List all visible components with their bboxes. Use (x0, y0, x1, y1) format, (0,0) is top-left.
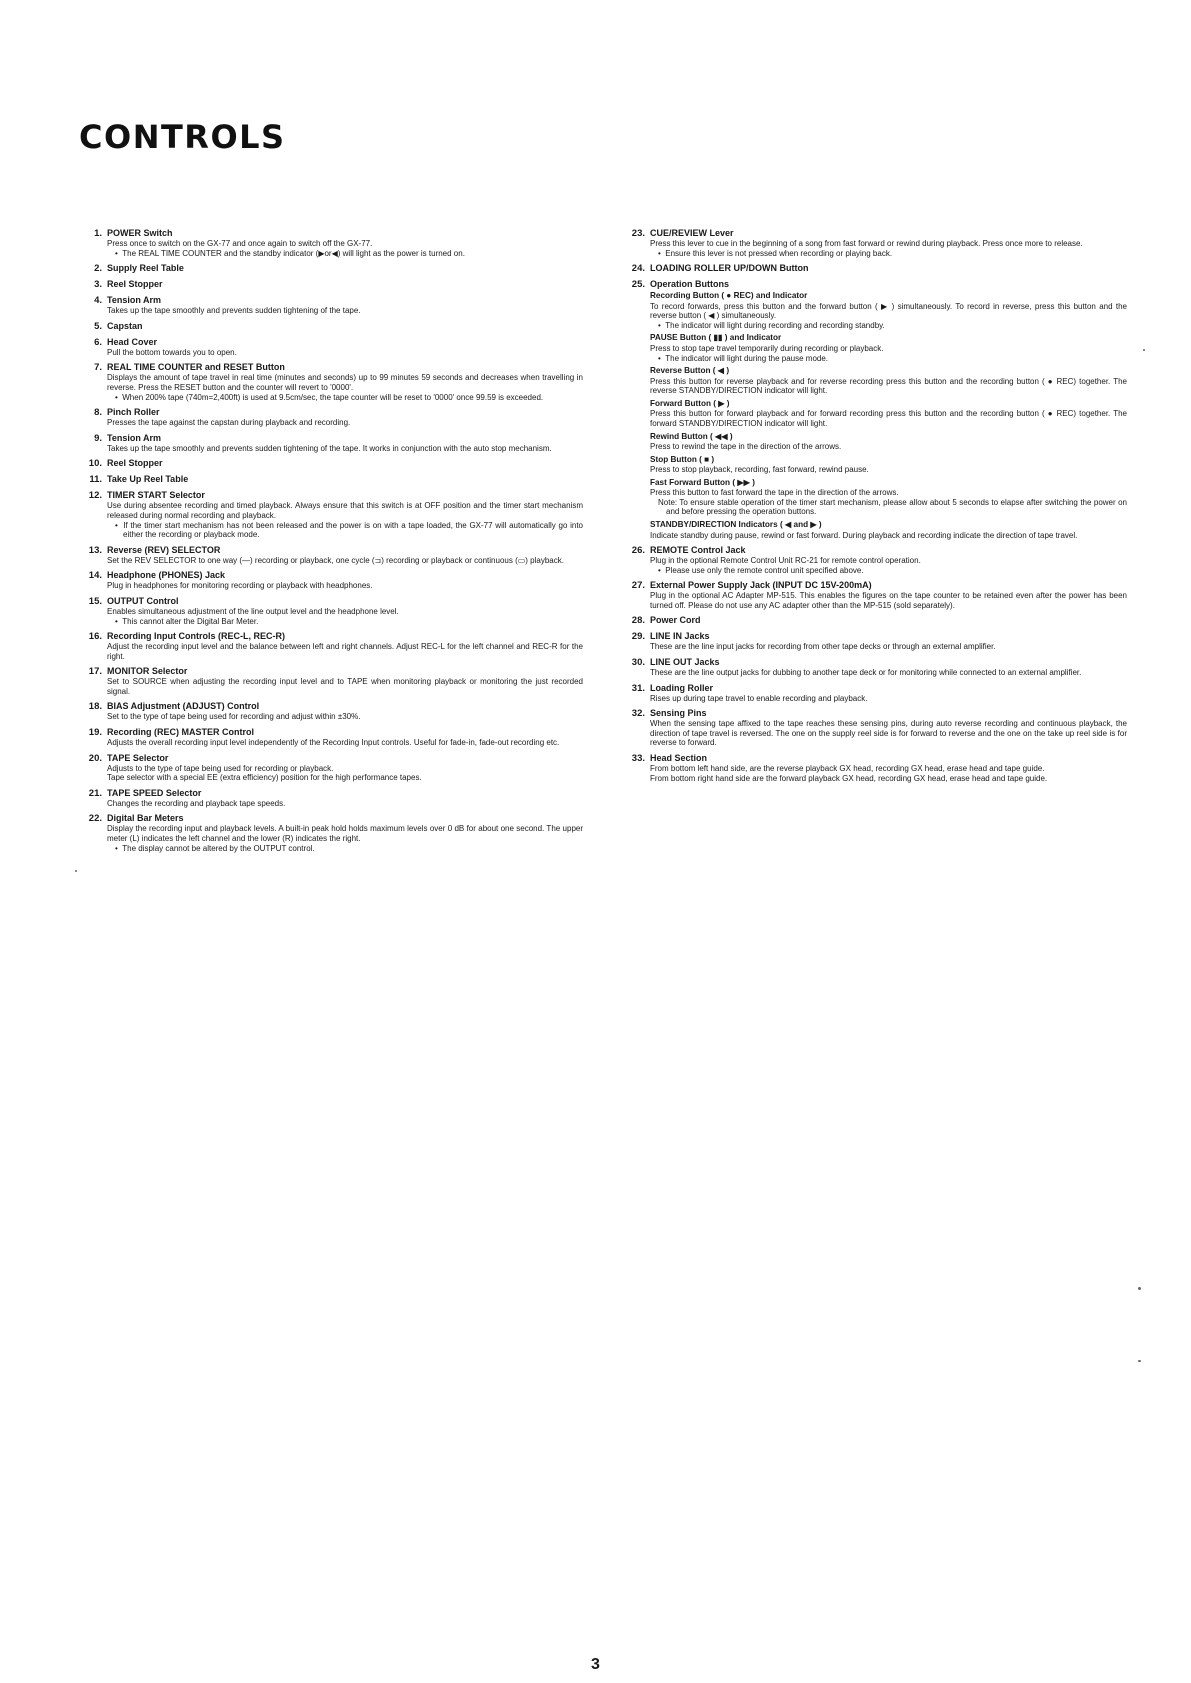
item-description: Adjusts to the type of tape being used for recording or playback. (107, 763, 334, 773)
item-title: LOADING ROLLER UP/DOWN Button (650, 263, 809, 274)
item-description: From bottom left hand side, are the reverse playback GX head, recording GX head, erase head and tape guide. (650, 764, 1045, 774)
control-item (80, 295, 583, 316)
item-description: Set to SOURCE when adjusting the recording input level and to TAPE when monitoring playback or monitoring the just recorded signal. (107, 677, 583, 696)
sub-item-description: Press this button for forward playback and for forward recording press this button and the recording button ( ● REC) together. The forward STANDBY/DIRECTION indicator will light. (650, 409, 1127, 428)
item-number: 20. (88, 752, 102, 764)
item-title: Recording (REC) MASTER Control (107, 727, 254, 738)
sub-item-title: STANDBY/DIRECTION Indicators ( ◀ and ▶ ) (650, 520, 822, 529)
item-description: Tape selector with a special EE (extra efficiency) position for the high performance tapes. (107, 773, 422, 783)
item-description: These are the line input jacks for recording from other tape decks or through an external amplifier. (650, 642, 996, 652)
item-description: These are the line output jacks for dubbing to another tape deck or for monitoring while connected to an external amplifier. (650, 668, 1082, 678)
control-item (623, 263, 1127, 274)
item-number: 32. (631, 708, 645, 720)
sub-item-note: • The indicator will light during the pause mode. (650, 354, 1127, 364)
item-number: 3. (94, 279, 102, 291)
item-note: • When 200% tape (740m=2,400ft) is used at 9.5cm/sec, the tape counter will be reset to '0000' once 99.59 is exceeded. (107, 393, 583, 403)
item-number: 17. (88, 666, 102, 678)
sub-item-description: Indicate standby during pause, rewind or fast forward. During playback and recording indicate the direction of tape travel. (650, 530, 1078, 540)
controls-list-left (80, 228, 583, 858)
scan-speck (75, 870, 77, 872)
item-title: Supply Reel Table (107, 263, 184, 274)
sub-item-description: Press this button to fast forward the tape in the direction of the arrows. (650, 488, 899, 498)
control-item (80, 362, 583, 402)
item-title: Reverse (REV) SELECTOR (107, 544, 221, 555)
item-number: 29. (631, 631, 645, 643)
item-description: Enables simultaneous adjustment of the line output level and the headphone level. (107, 606, 399, 616)
item-title: Headphone (PHONES) Jack (107, 570, 226, 581)
control-item (80, 631, 583, 661)
sub-item-description: Press to rewind the tape in the direction of the arrows. (650, 442, 842, 452)
control-item (80, 596, 583, 626)
item-title: Power Cord (650, 615, 701, 626)
item-title: Sensing Pins (650, 708, 707, 719)
item-number: 12. (88, 490, 102, 502)
control-item (80, 458, 583, 469)
item-title: Take Up Reel Table (107, 474, 189, 485)
item-description: Presses the tape against the capstan during playback and recording. (107, 418, 351, 428)
item-title: LINE IN Jacks (650, 631, 710, 642)
control-item (80, 474, 583, 485)
item-title: TIMER START Selector (107, 490, 205, 501)
item-description: Adjust the recording input level and the balance between left and right channels. Adjust REC-L for the left channel and REC-R for the right. (107, 642, 583, 661)
item-description: Takes up the tape smoothly and prevents sudden tightening of the tape. It works in conjunction with the auto stop mechanism. (107, 443, 552, 453)
item-number: 28. (631, 615, 645, 627)
control-item (623, 708, 1127, 748)
item-number: 8. (94, 407, 102, 419)
control-item (80, 545, 583, 566)
sub-item-title: Forward Button ( ▶ ) (650, 398, 730, 408)
item-description: Adjusts the overall recording input level independently of the Recording Input controls. Useful for fade-in, fade-out recording etc. (107, 738, 560, 748)
control-item (80, 228, 583, 258)
sub-item-description: Press to stop playback, recording, fast forward, rewind pause. (650, 465, 869, 475)
control-item (623, 615, 1127, 626)
controls-list-right (623, 228, 1127, 788)
item-title: Head Section (650, 753, 708, 764)
item-title: OUTPUT Control (107, 595, 179, 606)
item-number: 33. (631, 753, 645, 765)
sub-item-note: • The indicator will light during recording and recording standby. (650, 321, 1127, 331)
sub-item-description: Press this button for reverse playback and for reverse recording press this button and the recording button ( ● REC) together. The reverse STANDBY/DIRECTION indicator will light. (650, 376, 1127, 396)
item-number: 11. (89, 474, 102, 486)
control-item (80, 407, 583, 428)
item-description: Takes up the tape smoothly and prevents sudden tightening of the tape. (107, 306, 361, 316)
item-number: 14. (88, 570, 102, 582)
item-description: From bottom right hand side are the forward playback GX head, recording GX head, erase head and tape guide. (650, 773, 1048, 783)
control-item (623, 631, 1127, 652)
item-note: • This cannot alter the Digital Bar Meter. (107, 617, 583, 627)
item-title: Tension Arm (107, 432, 162, 443)
item-number: 9. (94, 432, 102, 444)
control-item (80, 813, 583, 853)
item-title: TAPE Selector (107, 752, 169, 763)
sub-item-title: Fast Forward Button ( ▶▶ ) (650, 477, 755, 487)
scan-speck (1138, 1287, 1141, 1290)
control-item (80, 337, 583, 358)
sub-item-note: Note: To ensure stable operation of the timer start mechanism, please allow about 5 seconds to elapse after switching the power on and before pressing the operation buttons. (658, 497, 1127, 517)
item-title: Recording Input Controls (REC-L, REC-R) (107, 631, 285, 642)
control-item (623, 545, 1127, 575)
page-number: 3 (591, 1656, 600, 1673)
item-description: Use during absentee recording and timed playback. Always ensure that this switch is at OFF position and the timer start mechanism released during normal recording and playback. (107, 501, 583, 520)
control-item (623, 279, 1127, 540)
control-item (623, 228, 1127, 258)
sub-item-description: Press to stop tape travel temporarily during recording or playback. (650, 343, 884, 353)
item-number: 4. (94, 295, 102, 307)
item-description: Plug in the optional AC Adapter MP-515. This enables the figures on the tape counter to be retained even after the power has been turned off. Please do not use any AC adapter other than the MP-515 (sold separately). (650, 591, 1127, 610)
item-number: 15. (88, 595, 102, 607)
item-number: 22. (88, 813, 102, 825)
scan-speck (1138, 1360, 1141, 1362)
item-number: 24. (631, 263, 645, 275)
item-description: When the sensing tape affixed to the tape reaches these sensing pins, during auto reverse recording and continuous playback, the direction of tape travel is reversed. The one on the supply reel side is for forward to reverse and the one on the take up reel side is for reverse to forward. (650, 719, 1127, 748)
item-number: 10. (88, 458, 102, 470)
item-description: Set to the type of tape being used for recording and adjust within ±30%. (107, 712, 361, 722)
item-description: Changes the recording and playback tape speeds. (107, 798, 286, 808)
item-number: 5. (94, 320, 102, 332)
control-item (80, 279, 583, 290)
item-title: REMOTE Control Jack (650, 545, 746, 556)
item-description: Displays the amount of tape travel in real time (minutes and seconds) up to 99 minutes 59 seconds and decreases when travelling in reverse. Press the RESET button and the counter will revert to '0000'. (107, 373, 583, 392)
item-number: 18. (88, 701, 102, 713)
item-title: POWER Switch (107, 228, 173, 238)
control-item (623, 753, 1127, 783)
item-description: Rises up during tape travel to enable recording and playback. (650, 693, 868, 703)
control-item (80, 753, 583, 783)
item-number: 26. (631, 545, 645, 557)
item-note: • The display cannot be altered by the OUTPUT control. (107, 844, 583, 854)
item-description: Plug in the optional Remote Control Unit RC-21 for remote control operation. (650, 556, 921, 566)
item-title: Tension Arm (107, 295, 162, 306)
sub-item-description: To record forwards, press this button and the forward button ( ▶ ) simultaneously. To record in reverse, press this button and the reverse button ( ◀ ) simultaneously. (650, 301, 1127, 321)
item-number: 21. (88, 787, 102, 799)
item-number: 7. (94, 362, 102, 374)
item-number: 30. (631, 657, 645, 669)
sub-item-title: PAUSE Button ( ▮▮ ) and Indicator (650, 333, 782, 343)
item-title: Loading Roller (650, 682, 713, 693)
item-title: BIAS Adjustment (ADJUST) Control (107, 701, 260, 712)
item-note: • If the timer start mechanism has not been released and the power is on with a tape loaded, the GX-77 will automatically go into either the recording or playback mode. (107, 521, 583, 540)
item-number: 2. (94, 263, 102, 275)
item-title: TAPE SPEED Selector (107, 787, 202, 798)
sub-item-title: Reverse Button ( ◀ ) (650, 366, 730, 376)
item-number: 16. (88, 631, 102, 643)
item-title: Reel Stopper (107, 279, 163, 290)
item-number: 6. (94, 336, 102, 348)
control-item (623, 580, 1127, 610)
control-item (80, 263, 583, 274)
item-note: • Please use only the remote control unit specified above. (650, 566, 1127, 576)
scan-speck (1143, 349, 1145, 351)
control-item (80, 433, 583, 454)
item-number: 13. (88, 544, 102, 556)
item-title: Digital Bar Meters (107, 813, 184, 824)
item-description: Display the recording input and playback levels. A built-in peak hold holds maximum levels over 0 dB for about one second. The upper meter (L) indicates the left channel and the lower (R) indicates the right. (107, 824, 583, 844)
item-description: Plug in headphones for monitoring recording or playback with headphones. (107, 581, 373, 591)
item-number: 27. (631, 580, 645, 592)
control-item (80, 666, 583, 696)
control-item (80, 788, 583, 809)
item-note: • The REAL TIME COUNTER and the standby indicator (▶or◀) will light as the power is turned on. (107, 249, 583, 259)
item-number: 23. (631, 228, 645, 239)
sub-item-title: Stop Button ( ■ ) (650, 454, 715, 464)
item-note: • Ensure this lever is not pressed when recording or playing back. (650, 249, 1127, 259)
item-description: Press this lever to cue in the beginning of a song from fast forward or rewind during playback. Press once more to release. (650, 239, 1083, 248)
item-description: Pull the bottom towards you to open. (107, 347, 237, 357)
item-title: MONITOR Selector (107, 666, 188, 677)
control-item (623, 683, 1127, 704)
item-title: Head Cover (107, 336, 158, 347)
item-description: Press once to switch on the GX-77 and once again to switch off the GX-77. (107, 239, 373, 248)
item-title: REAL TIME COUNTER and RESET Button (107, 362, 285, 373)
item-number: 19. (88, 727, 102, 739)
item-description: Set the REV SELECTOR to one way (—) recording or playback, one cycle (⊐) recording or playback or continuous (▭) playback. (107, 555, 564, 565)
item-title: Operation Buttons (650, 279, 729, 290)
control-item (623, 657, 1127, 678)
item-title: Reel Stopper (107, 458, 163, 469)
item-number: 25. (631, 279, 645, 291)
page-title: CONTROLS (79, 118, 286, 156)
item-number: 31. (631, 682, 645, 694)
item-title: Capstan (107, 320, 143, 331)
item-title: LINE OUT Jacks (650, 657, 720, 668)
control-item (80, 727, 583, 748)
sub-item-title: Recording Button ( ● REC) and Indicator (650, 291, 808, 301)
item-title: CUE/REVIEW Lever (650, 228, 734, 238)
control-item (80, 490, 583, 539)
item-title: Pinch Roller (107, 407, 160, 418)
control-item (80, 570, 583, 591)
control-item (80, 321, 583, 332)
control-item (80, 701, 583, 722)
item-title: External Power Supply Jack (INPUT DC 15V-200mA) (650, 580, 872, 591)
sub-item-title: Rewind Button ( ◀◀ ) (650, 431, 733, 441)
item-number: 1. (94, 228, 102, 239)
